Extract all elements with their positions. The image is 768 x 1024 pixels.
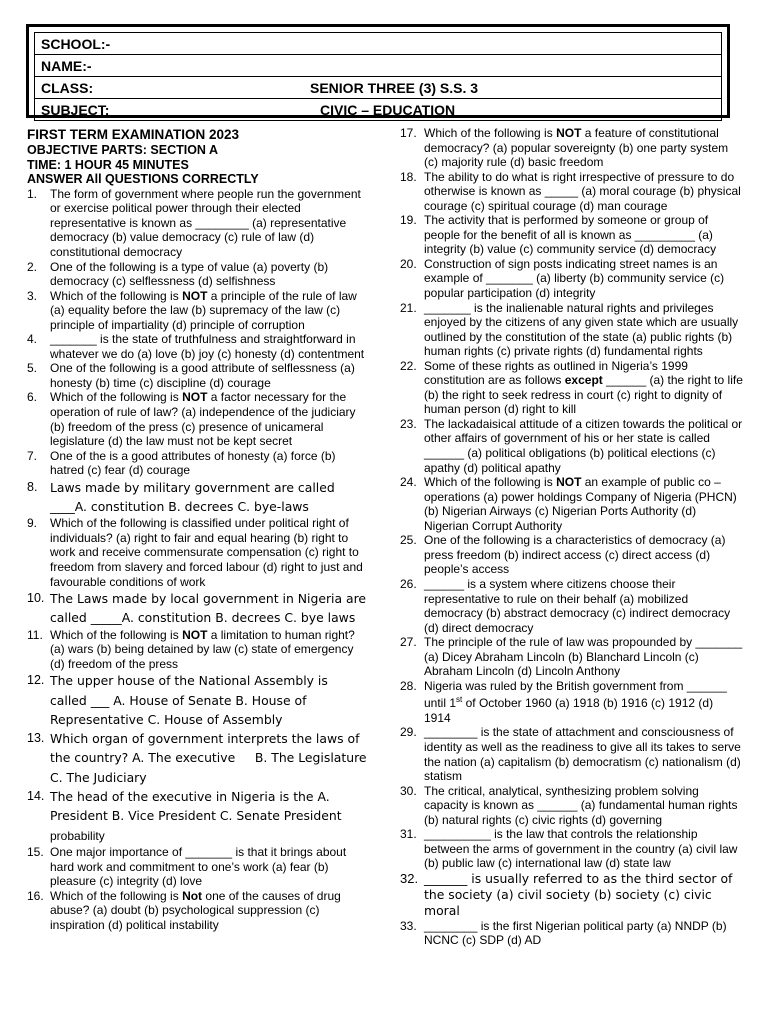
question-item <box>400 784 743 828</box>
name-field <box>35 55 722 77</box>
time-allowed: TIME: 1 HOUR 45 MINUTES <box>27 157 189 172</box>
class-field <box>35 77 722 99</box>
question-text: One of the is a good attributes of honesty (a) force (b) hatred (c) fear (d) courage <box>50 448 336 478</box>
name-label: NAME:- <box>41 57 92 74</box>
school-label: SCHOOL:- <box>41 35 111 52</box>
question-text: Laws made by military government are called ____A. constitution B. decrees C. bye-laws <box>50 479 335 515</box>
question-item <box>400 359 743 417</box>
question-number: 2. <box>27 259 38 274</box>
question-number: 21. <box>400 300 417 315</box>
header-table <box>34 32 722 121</box>
question-item <box>400 725 743 783</box>
instruction: ANSWER All QUESTIONS CORRECTLY <box>27 172 259 187</box>
question-number: 15. <box>27 844 44 859</box>
section-heading: OBJECTIVE PARTS: SECTION A <box>27 143 218 157</box>
question-item <box>27 289 367 333</box>
question-item <box>400 871 743 919</box>
left-column <box>27 127 367 932</box>
question-number: 14. <box>27 789 45 804</box>
question-text: Which of the following is NOT a feature of constitutional democracy? (a) popular sovereignty (b) one party system (c) majority rule (d) basic freedom <box>424 126 729 170</box>
question-number: 8. <box>27 479 38 494</box>
question-text: The upper house of the National Assembly is called ___ A. House of Senate B. House of Representative C. House of Assembly <box>50 673 328 727</box>
question-item <box>27 589 367 628</box>
question-item <box>27 449 367 478</box>
question-text: Which of the following is NOT a principle of the rule of law (a) equality before the law (b) supremacy of the law (c) principle of impartiality (d) principle of corruption <box>50 288 357 332</box>
question-text: One major importance of _______ is that it brings about hard work and commitment to one’s work (a) fear (b) pleasure (c) integrity (d) love <box>50 844 347 889</box>
question-text: The activity that is performed by someone or group of people for the benefit of all is known as _________ (a) integrity (b) value (c) community service (d) democracy <box>424 213 717 257</box>
question-item <box>27 332 367 361</box>
question-list-right <box>400 126 743 948</box>
question-text: Some of these rights as outlined in Nigeria’s 1999 constitution are as follows except ______ (a) the right to life (b) the right to seek redress in court (c) right to dignity of human person (d) right to kill <box>424 358 743 417</box>
question-number: 3. <box>27 288 38 303</box>
question-number: 6. <box>27 390 38 405</box>
question-number: 11. <box>27 627 43 642</box>
header-box <box>26 24 730 118</box>
question-text: Which of the following is NOT an example of public co – operations (a) power holdings Company of Nigeria (PHCN) (b) Nigerian Airways (c) Nigerian Ports Authority (d) Nigerian Corrupt Authority <box>424 475 737 533</box>
question-number: 31. <box>400 827 417 842</box>
question-item <box>400 257 743 301</box>
question-item <box>400 126 743 170</box>
question-text: The principle of the rule of law was propounded by _______ (a) Dicey Abraham Lincoln (b) Blanchard Lincoln (c) Abraham Lincoln (d) Lincoln Anthony <box>424 635 743 679</box>
question-number: 32. <box>400 870 419 886</box>
question-number: 19. <box>400 213 417 228</box>
question-number: 24. <box>400 475 417 490</box>
question-text: ________ is the first Nigerian political party (a) NNDP (b) NCNC (c) SDP (d) AD <box>424 918 727 948</box>
question-text: The Laws made by local government in Nigeria are called _____A. constitution B. decrees C. bye laws <box>50 591 367 626</box>
question-number: 4. <box>27 332 38 347</box>
question-item <box>400 417 743 475</box>
question-number: 17. <box>400 126 417 140</box>
question-item <box>27 187 367 260</box>
question-number: 26. <box>400 576 417 591</box>
question-number: 9. <box>27 516 38 531</box>
school-field <box>35 33 722 55</box>
question-text: Which of the following is Not one of the causes of drug abuse? (a) doubt (b) psychological suppression (c) inspiration (d) political instability <box>50 888 341 932</box>
question-text: _______ is the state of truthfulness and straightforward in whatever we do (a) love (b) joy (c) honesty (d) contentment <box>50 332 365 361</box>
question-text: ________ is the state of attachment and consciousness of identity as well as the readiness to give all its takes to serve the nation (a) capitalism (b) democratism (c) nationalism (d) statism <box>424 725 741 784</box>
right-column <box>400 126 743 948</box>
question-item <box>27 729 367 787</box>
question-number: 27. <box>400 635 417 650</box>
question-text: The form of government where people run the government or exercise political power through their elected representative is known as ________ (a) representative democracy (b) value democracy (c) rule of law (d) constitutional democracy <box>50 186 361 259</box>
question-item <box>27 516 367 589</box>
question-number: 20. <box>400 256 417 271</box>
question-text: _______ is usually referred to as the third sector of the society (a) civil society (b) society (c) civic moral <box>424 870 733 918</box>
question-list-left <box>27 187 367 932</box>
question-number: 10. <box>27 591 45 606</box>
question-number: 1. <box>27 186 38 201</box>
question-item <box>400 301 743 359</box>
question-item <box>27 787 367 845</box>
question-item <box>400 475 743 533</box>
question-number: 16. <box>27 888 44 903</box>
question-text: The critical, analytical, synthesizing problem solving capacity is known as ______ (a) fundamental human rights (b) natural rights (c) civic rights (d) governing <box>424 783 738 827</box>
question-item <box>27 361 367 390</box>
question-number: 30. <box>400 783 417 798</box>
question-number: 22. <box>400 358 417 373</box>
question-item <box>400 213 743 257</box>
question-number: 13. <box>27 731 45 746</box>
question-text: _______ is the inalienable natural rights and privileges enjoyed by the citizens of any given state which are usually outlined by the constitution of the state (a) public rights (b) human rights (c) private rights (d) fundamental rights <box>424 300 739 359</box>
question-item <box>400 919 743 948</box>
question-text: One of the following is a characteristics of democracy (a) press freedom (b) indirect access (c) direct access (d) people’s access <box>424 533 726 577</box>
question-item <box>27 889 367 933</box>
question-item <box>400 679 743 726</box>
question-item <box>27 478 367 517</box>
question-text: __________ is the law that controls the relationship between the arms of government in the country (a) civil law (b) public law (c) international law (d) state law <box>424 827 738 871</box>
question-number: 12. <box>27 673 45 688</box>
question-number: 18. <box>400 169 417 184</box>
question-item <box>400 170 743 214</box>
question-item <box>27 845 367 889</box>
question-text: The ability to do what is right irrespective of pressure to do otherwise is known as _____ (a) moral courage (b) physical courage (c) spiritual courage (d) man courage <box>424 169 741 213</box>
class-value: SENIOR THREE (3) S.S. 3 <box>310 79 479 96</box>
question-item <box>27 628 367 672</box>
question-text: One of the following is a type of value (a) poverty (b) democracy (c) selflessness (d) selfishness <box>50 259 329 289</box>
question-text: Construction of sign posts indicating street names is an example of _______ (a) liberty (b) community service (c) popular participation (d) integrity <box>424 256 725 301</box>
question-text: Which of the following is classified under political right of individuals? (a) right to fair and equal hearing (b) right to work and receive commensurate compensation (c) right to freedom from slavery and forced labour (d) right to just and favourable conditions of work <box>50 516 363 589</box>
question-item <box>27 390 367 448</box>
question-text: Which organ of government interprets the laws of the country? A. The executive B. The Legislature C. The Judiciary <box>50 731 367 785</box>
question-item <box>27 671 367 729</box>
question-item <box>400 827 743 871</box>
question-number: 28. <box>400 678 417 693</box>
exam-title: FIRST TERM EXAMINATION 2023 <box>27 127 240 142</box>
subject-value: CIVIC – EDUCATION <box>320 101 456 118</box>
question-number: 23. <box>400 416 417 431</box>
question-item <box>400 533 743 577</box>
question-item <box>400 577 743 635</box>
question-number: 7. <box>27 448 38 463</box>
question-number: 25. <box>400 533 417 548</box>
subject-label: SUBJECT: <box>41 101 110 118</box>
question-item <box>400 635 743 679</box>
question-text: One of the following is a good attribute of selflessness (a) honesty (b) time (c) discipline (d) courage <box>50 361 355 390</box>
question-item <box>27 260 367 289</box>
question-text: Which of the following is NOT a factor necessary for the operation of rule of law? (a) independence of the judiciary (b) freedom of the press (c) presence of unicameral legislature (d) the law must not be kept secret <box>50 390 356 449</box>
question-number: 5. <box>27 361 38 376</box>
question-text: The lackadaisical attitude of a citizen towards the political or other affairs of government of his or her state is called ______ (a) political obligations (b) political elections (c) apathy (d) political apathy <box>424 416 743 475</box>
question-text: Which of the following is NOT a limitation to human right? (a) wars (b) being detained by law (c) state of emergency (d) freedom of the press <box>50 627 355 671</box>
question-text: Nigeria was ruled by the British government from ______ until 1st of October 1960 (a) 1918 (b) 1916 (c) 1912 (d) 1914 <box>424 678 727 725</box>
question-text: ______ is a system where citizens choose their representative to rule on their behalf (a) mobilized democracy (b) abstract democracy (c) indirect democracy (d) direct democracy <box>424 576 731 635</box>
question-text: The head of the executive in Nigeria is the A. President B. Vice President C. Senate President probability <box>50 789 342 843</box>
question-number: 33. <box>400 918 417 933</box>
question-number: 29. <box>400 725 417 740</box>
subject-field <box>35 99 722 121</box>
class-label: CLASS: <box>41 79 94 96</box>
